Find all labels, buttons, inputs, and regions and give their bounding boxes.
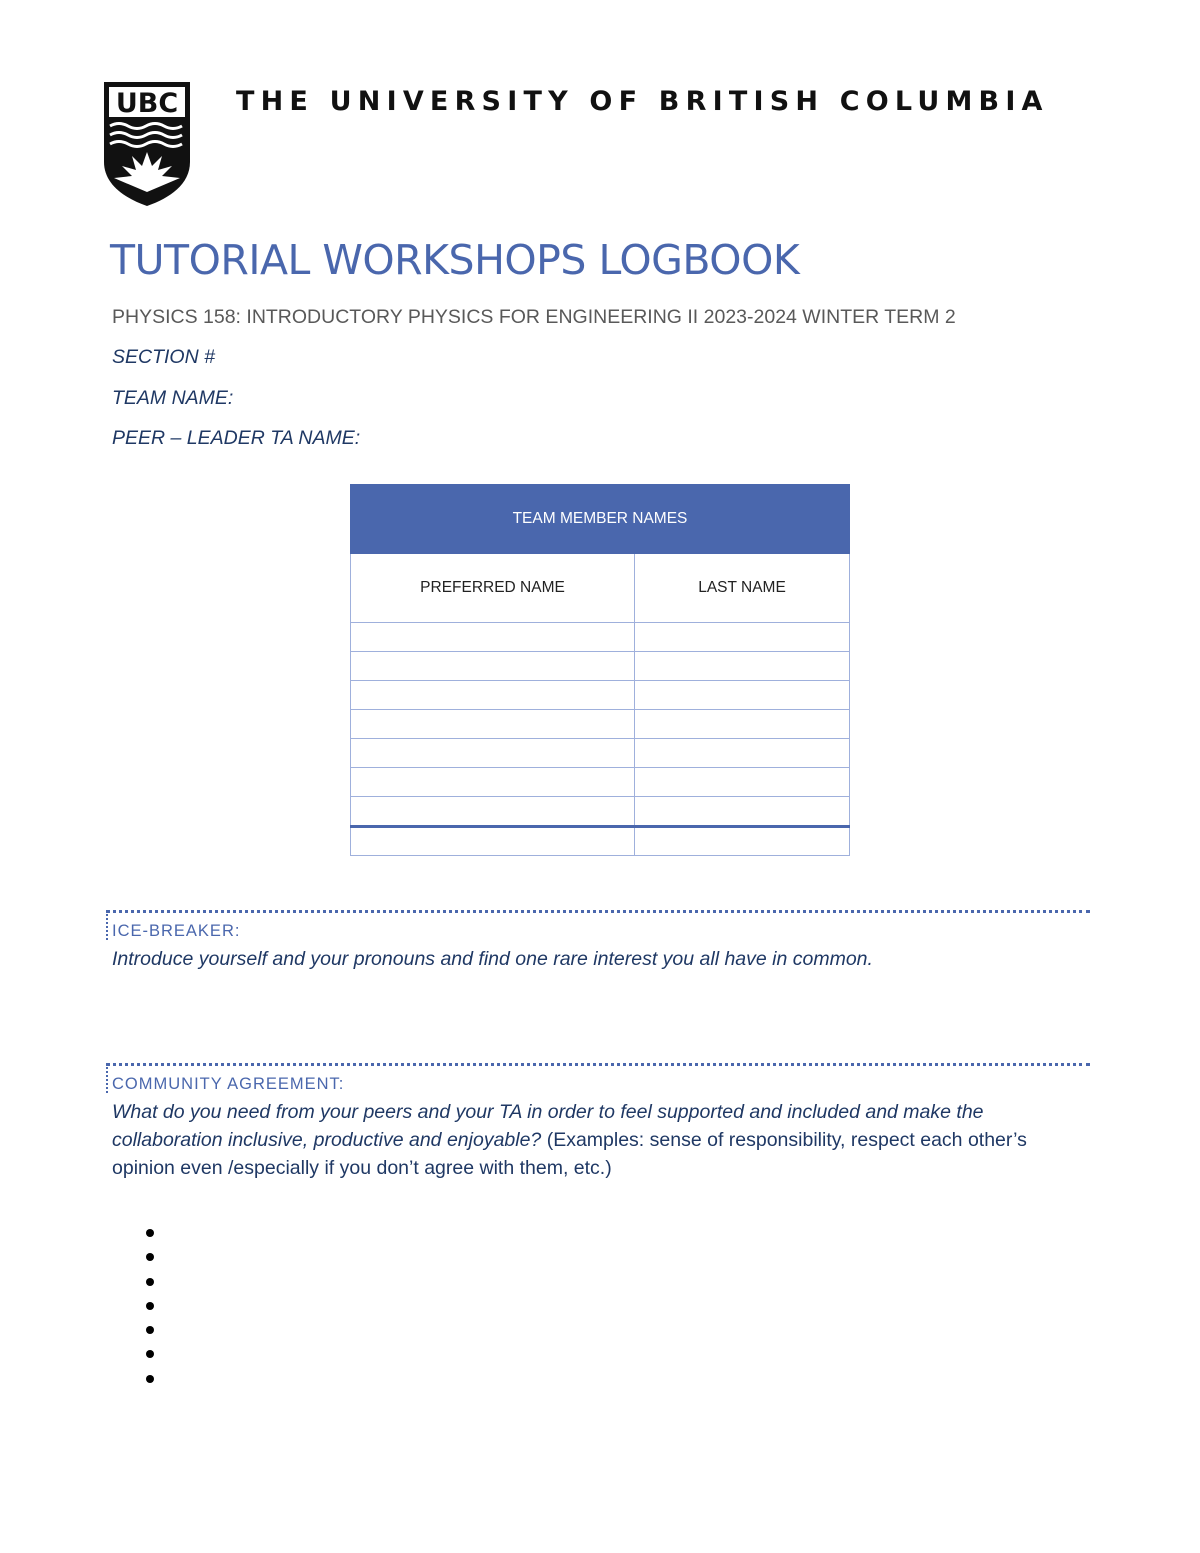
section-divider	[106, 910, 1090, 913]
table-cell[interactable]	[351, 797, 635, 827]
table-cell[interactable]	[351, 739, 635, 768]
table-cell[interactable]	[351, 623, 635, 652]
table-cell[interactable]	[635, 652, 850, 681]
table-row	[351, 768, 850, 797]
table-cell[interactable]	[635, 768, 850, 797]
table-cell[interactable]	[635, 739, 850, 768]
table-row	[351, 827, 850, 856]
team-name-field: TEAM NAME:	[112, 387, 234, 409]
icebreaker-prompt: Introduce yourself and your pronouns and find one rare interest you all have in common.	[112, 948, 873, 970]
ta-name-field: PEER – LEADER TA NAME:	[112, 427, 361, 449]
table-row	[351, 710, 850, 739]
community-agreement-label: COMMUNITY AGREEMENT:	[112, 1075, 345, 1093]
bullet-icon	[146, 1302, 154, 1310]
table-header: TEAM MEMBER NAMES	[351, 485, 850, 554]
table-row	[351, 681, 850, 710]
table-cell[interactable]	[635, 710, 850, 739]
table-cell[interactable]	[635, 827, 850, 856]
table-row	[351, 623, 850, 652]
ubc-logo	[100, 80, 194, 208]
table-row	[351, 739, 850, 768]
bullet-icon	[146, 1326, 154, 1334]
bullet-icon	[146, 1350, 154, 1358]
table-row	[351, 652, 850, 681]
section-divider-tick	[106, 914, 108, 940]
table-cell[interactable]	[635, 623, 850, 652]
community-agreement-prompt	[112, 1098, 1087, 1182]
course-line: PHYSICS 158: INTRODUCTORY PHYSICS FOR ENGINEERING II 2023-2024 WINTER TERM 2	[112, 306, 956, 328]
logo-text: UBC	[115, 88, 179, 119]
community-agreement-question: What do you need from your peers and your TA in order to feel supported and included and make the collaboration inclusive, productive and enjoyable?	[112, 1101, 984, 1151]
column-header-last-name: LAST NAME	[635, 554, 850, 623]
bullet-icon	[146, 1375, 154, 1383]
section-divider	[106, 1063, 1090, 1066]
section-field: SECTION #	[112, 346, 215, 368]
table-cell[interactable]	[351, 768, 635, 797]
community-agreement-examples: (Examples: sense of responsibility, respect each other’s opinion even /especially if you don’t agree with them, etc.)	[112, 1129, 1027, 1179]
table-cell[interactable]	[351, 681, 635, 710]
column-header-preferred-name: PREFERRED NAME	[351, 554, 635, 623]
table-cell[interactable]	[351, 652, 635, 681]
team-member-table	[350, 484, 850, 856]
bullet-icon	[146, 1253, 154, 1261]
section-divider-tick	[106, 1067, 108, 1093]
table-cell[interactable]	[351, 827, 635, 856]
bullet-icon	[146, 1229, 154, 1237]
icebreaker-label: ICE-BREAKER:	[112, 922, 241, 940]
university-name: THE UNIVERSITY OF BRITISH COLUMBIA	[236, 86, 1049, 117]
table-cell[interactable]	[635, 797, 850, 827]
bullet-icon	[146, 1278, 154, 1286]
table-row	[351, 797, 850, 827]
document-title: TUTORIAL WORKSHOPS LOGBOOK	[110, 236, 800, 284]
table-cell[interactable]	[351, 710, 635, 739]
table-cell[interactable]	[635, 681, 850, 710]
